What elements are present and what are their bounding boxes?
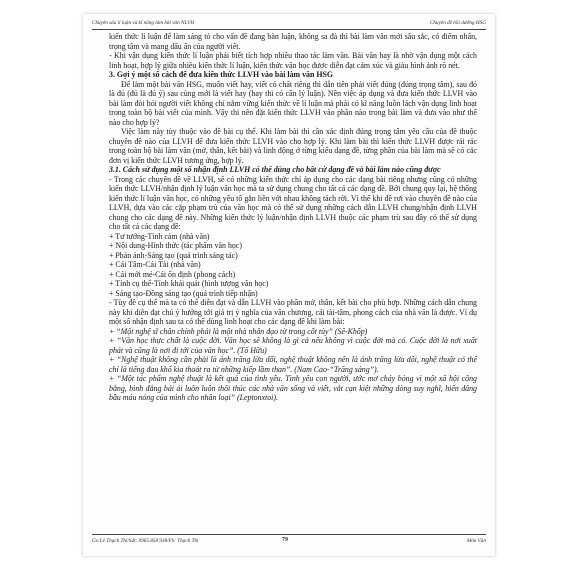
header-right-title: Chuyên đề bồi dưỡng HSG: [429, 20, 486, 26]
paragraph: + Cái Tâm-Cái Tài (nhà văn): [109, 260, 201, 269]
paragraph: Việc làm này tùy thuộc vào đề bài cụ thể. Khi làm bài thì cần xác định đúng trọng tâm yêu cầu của đề thuộc chuyên đề nào của LLVH để đưa kiến thức LLVH vào cho hợp lý. Khi làm bài thì kiến thức LLVH được rải rác trong toàn bộ bài làm văn (mở, thân, kết bài) và linh động ở từng kiểu dạng đề, từng phần của bài làm mà sẽ có các đơn vị kiến thức LLVH tương ứng, hợp lý.: [109, 127, 477, 165]
paragraph: + Sáng tạo-Đồng sáng tạo (quá trình tiếp nhận): [109, 288, 258, 298]
running-footer: [92, 537, 486, 549]
paragraph: + Nội dung-Hình thức (tác phẩm văn học): [109, 241, 242, 250]
paragraph: - Tùy đề cụ thể mà ta có thể diễn đạt và dẫn LLVH vào phần mở, thân, kết bài cho phù hợp. Những cách dẫn chung này khi diễn đạt chú ý hướng tới giá trị ý nghĩa của văn chương, cái tài-tâm, phong cách của nhà văn là được. Ví dụ một số nhận định sau ta có thể dùng linh hoạt cho các dạng đề khi làm bài:: [109, 298, 477, 326]
paragraph: + “Một nghệ sĩ chân chính phải là một nhà nhân đạo từ trong cốt tủy” (Sê-Khốp): [109, 326, 368, 336]
header-rule: [92, 29, 486, 30]
document-page: [83, 14, 495, 556]
paragraph: + “Nghệ thuật không cần phải là ánh trăng lừa dối, nghệ thuật không nên là ánh trăng lừa dối, nghệ thuật có thể chỉ là tiếng đau khổ kia thoát ra từ những kiếp lầm than”. (Nam Cao-“Trăng sáng”).: [109, 355, 477, 374]
footer-rule: [92, 534, 486, 535]
paragraph: + Cái mới mẻ-Cái ổn định (phong cách): [109, 269, 236, 279]
paragraph: + Tư tưởng-Tình cảm (nhà văn): [109, 231, 210, 241]
page-number: 79: [282, 537, 288, 543]
paragraph: + “Một tác phẩm nghệ thuật là kết quả của tình yêu. Tình yêu con người, ước mơ cháy bỏng vì một xã hội công bằng, bình đẳng bái ái luôn luôn thôi thúc các nhà văn sống và viết, vắt cạn kiệt những dòng suy nghĩ, hiến dâng bầu máu nóng của mình cho nhân loại” (Leptonxtoi).: [109, 374, 477, 402]
paragraph: - Trong các chuyên đề về LLVH, sẽ có những kiến thức chỉ áp dụng cho các dạng bài riêng nhưng cũng có những kiến thức LLVH/nhận định lý luận văn học mà ta sử dụng chung cho tất cả các dạng đề. Bởi chung quy lại, hệ thống kiến thức lí luận văn học, có những yếu tố gắn liền với nhau không tách rời. Vì thế khi đề rơi vào chuyên đề nào của LLVH, dựa vào các cặp phạm trù của văn học mà có thể sử dụng những cách dẫn LLVH chung/nhận định LLVH chung cho các dạng đề này. Những kiến thức lý luận/nhận định LLVH thuộc các phạm trù sau đây có thể sử dụng cho tất cả các dạng đề:: [109, 174, 477, 231]
header-left-title: Chuyên sâu lí luận và kĩ năng làm bài văn NLVH: [92, 20, 195, 26]
paragraph: Để làm một bài văn HSG, muốn viết hay, viết có chất riêng thì dẫn tiên phải viết đúng (đúng trọng tâm), sau đó là đủ (đủ là đủ ý) sau cùng mới là viết hay (hay thì có cần lý luận). Nên việc áp dụng và đưa kiến thức LLVH vào bài làm đòi hỏi người viết không chỉ nắm vững kiến thức về lí luận mà phải có kĩ năng luồn lách vận dụng linh hoạt trong toàn bộ bài viết của mình. Vậy thì nên đặt kiến thức LLVH vào phần nào trong bài làm và đưa vào như thế nào cho hợp lý?: [109, 79, 477, 127]
paragraph: kiến thức lí luận để làm sáng tỏ cho vấn đề đang bàn luận, không sa đà thì bài làm văn mới sâu sắc, có điểm nhấn, trọng tâm và mang dấu ấn của người viết.: [109, 32, 477, 51]
paragraph: + “Văn học thực chất là cuộc đời. Văn học sẽ không là gì cả nếu không vì cuộc đời mà có. Cuộc đời là nơi xuất phát và cũng là nơi đi tới của văn học”. (Tố Hữu): [109, 336, 477, 355]
page-body: [109, 32, 477, 403]
footer-author: Gv:Lê Thạch Thi/Sđt: 0965.858.938/Fb: Thạch Thi: [92, 538, 199, 544]
section-heading: 3.1. Cách sử dụng một số nhận định LLVH có thể dùng cho bất cứ dạng đề và bài làm nào cũng được: [109, 165, 441, 174]
section-heading: 3. Gợi ý một số cách để đưa kiến thức LLVH vào bài làm văn HSG: [109, 70, 333, 79]
footer-subject: Môn Văn: [466, 538, 486, 544]
paragraph: + Phản ánh-Sáng tạo (quá trình sáng tác): [109, 250, 238, 260]
paragraph: + Tính cụ thể-Tính khái quát (hình tượng văn học): [109, 279, 269, 288]
paragraph: - Khi vận dụng kiến thức lí luận phải biết tích hợp nhiều thao tác làm văn. Bài văn hay là nhờ vận dụng một cách linh hoạt, hợp lý giữa nhiều kiến thức lí luận, kiến thức văn học được diễn đạt cảm xúc và giàu hình ảnh rõ nét.: [109, 51, 477, 70]
